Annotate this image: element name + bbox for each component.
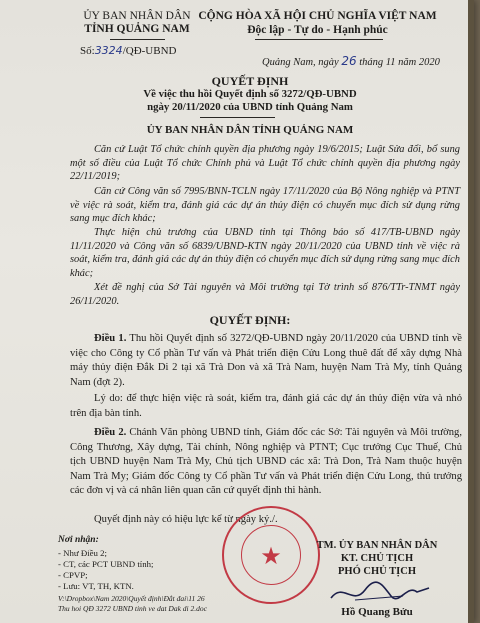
article-1 bbox=[70, 332, 462, 390]
agency-line-1: ỦY BAN NHÂN DÂN bbox=[83, 10, 191, 22]
date-prefix: Quảng Nam, ngày bbox=[262, 57, 339, 68]
recipient-item: - CT, các PCT UBND tỉnh; bbox=[58, 559, 154, 569]
preamble-4: Xét đề nghị của Sở Tài nguyên và Môi trường tại Tờ trình số 876/TTr-TNMT ngày 26/11/2020. bbox=[70, 282, 460, 307]
recipients-heading: Nơi nhận: bbox=[58, 535, 99, 545]
signature-on-behalf: TM. ỦY BAN NHÂN DÂN bbox=[316, 540, 438, 551]
file-path-line-2: Thu hoi QĐ 3272 UBND tinh ve dat Dak di 2.doc bbox=[58, 604, 207, 613]
preamble-1: Căn cứ Luật Tổ chức chính quyền địa phương ngày 19/6/2015; Luật Sửa đổi, bổ sung một số điều của Luật Tổ chức Chính phủ và Luật Tổ chức chính quyền địa phương ngày 22/11/2019; bbox=[70, 144, 460, 183]
decision-heading: QUYẾT ĐỊNH: bbox=[209, 313, 291, 327]
subject-line-1: Về việc thu hồi Quyết định số 3272/QĐ-UBND bbox=[143, 88, 357, 100]
article-2-label: Điều 2. bbox=[94, 427, 127, 438]
number-suffix: /QĐ-UBND bbox=[122, 45, 177, 57]
article-2 bbox=[70, 426, 462, 499]
document-number bbox=[80, 44, 176, 57]
handwritten-signature bbox=[325, 576, 435, 608]
authority-heading: ỦY BAN NHÂN DÂN TỈNH QUẢNG NAM bbox=[146, 124, 354, 136]
recipient-item: - Lưu: VT, TH, KTN. bbox=[58, 581, 134, 591]
number-handwritten: 3324 bbox=[94, 44, 123, 57]
article-1-label: Điều 1. bbox=[94, 333, 127, 344]
agency-line-2: TỈNH QUẢNG NAM bbox=[84, 23, 190, 35]
preamble-2: Căn cứ Công văn số 7995/BNN-TCLN ngày 17/11/2020 của Bộ Nông nghiệp và PTNT về việc rà soát, kiểm tra, đánh giá các dự án thủy điện có chuyển mục đích sử dụng rừng sang mục đích khác; bbox=[70, 186, 460, 225]
recipients-list bbox=[58, 548, 153, 592]
recipient-item: - CPVP; bbox=[58, 570, 88, 580]
article-1-reason: Lý do: để thực hiện việc rà soát, kiểm tra, đánh giá các dự án thủy điện vừa và nhỏ trên địa bàn tỉnh. bbox=[70, 393, 462, 419]
motto: Độc lập - Tự do - Hạnh phúc bbox=[247, 24, 388, 36]
date-suffix: tháng 11 năm 2020 bbox=[359, 57, 440, 68]
signer-name: Hồ Quang Bửu bbox=[341, 606, 413, 618]
signature-title: PHÓ CHỦ TỊCH bbox=[338, 566, 416, 577]
recipient-item: - Như Điều 2; bbox=[58, 548, 107, 558]
subject-line-2: ngày 20/11/2020 của UBND tỉnh Quảng Nam bbox=[147, 101, 353, 113]
table-edge bbox=[468, 0, 474, 623]
title-underline bbox=[200, 117, 275, 118]
article-2-text: Chánh Văn phòng UBND tỉnh, Giám đốc các Sở: Tài nguyên và Môi trường, Công Thương, Xây dựng, Tài chính, Nông nghiệp và PTNT; Cục trưởng Cục Thuế, Chủ tịch UBND huyện Nam Trà My, Chủ tịch UBND các xã: Trà Don, Trà Nam thuộc huyện Nam Trà My; Giám đốc Công ty Cổ phần Tư vấn và Phát triển điện Cửu Long, thủ trưởng các đơn vị và cá nhân liên quan căn cứ quyết định thi hành. bbox=[70, 427, 463, 497]
preamble-3: Thực hiện chủ trương của UBND tỉnh tại Thông báo số 417/TB-UBND ngày 11/11/2020 và Công văn số 6839/UBND-KTN ngày 20/11/2020 của UBND tỉnh về việc rà soát, kiểm tra, đánh giá các dự án thủy điện có chuyển mục đích sử dụng rừng sang mục đích khác; bbox=[70, 227, 460, 279]
stamp-star-icon: ★ bbox=[260, 544, 282, 570]
nation-line: CỘNG HÒA XÃ HỘI CHỦ NGHĨA VIỆT NAM bbox=[198, 10, 437, 22]
signature-authority: KT. CHỦ TỊCH bbox=[340, 553, 414, 564]
effect-statement: Quyết định này có hiệu lực kể từ ngày ký./. bbox=[94, 514, 278, 525]
number-prefix: Số: bbox=[80, 45, 95, 57]
article-1-text: Thu hồi Quyết định số 3272/QĐ-UBND ngày 20/11/2020 của UBND tỉnh về việc cho Công ty Cổ phần Tư vấn và Phát triển điện Cửu Long thuê đất để xây dựng Nhà máy thủy điện Đắk Di 2 tại xã Trà Don và xã Trà Nam, huyện Nam Trà My, tỉnh Quảng Nam (đợt 2). bbox=[70, 333, 462, 388]
agency-underline bbox=[110, 39, 165, 40]
motto-underline bbox=[255, 39, 383, 40]
doc-type: QUYẾT ĐỊNH bbox=[211, 74, 289, 88]
file-path-line-1: V:\Dropbox\Nam 2020\Quyết định\Đắt đai\11 26 bbox=[58, 594, 205, 603]
date-day-handwritten: 26 bbox=[341, 54, 357, 68]
issue-date bbox=[262, 54, 440, 68]
